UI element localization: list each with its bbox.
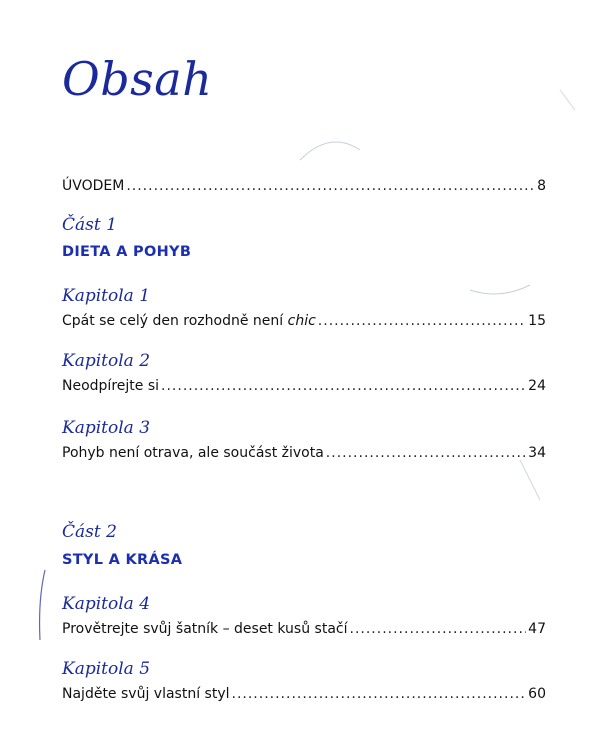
chapter-kicker: Kapitola 3 (62, 418, 151, 438)
dot-leader (161, 378, 526, 394)
dot-leader (318, 313, 526, 329)
chapter-kicker: Kapitola 4 (62, 594, 151, 614)
dot-leader (232, 686, 527, 702)
dot-leader (326, 445, 526, 461)
toc-entry-page: 47 (528, 621, 546, 637)
toc-entry-label: Najděte svůj vlastní styl (62, 686, 230, 702)
chapter-kicker: Kapitola 2 (62, 351, 151, 371)
dot-leader (126, 178, 535, 194)
toc-entry-chapter-4[interactable] (62, 621, 546, 637)
toc-entry-label: Pohyb není otrava, ale součást života (62, 445, 324, 461)
toc-entry-page: 15 (528, 313, 546, 329)
dot-leader (350, 621, 527, 637)
part-kicker: Část 2 (62, 522, 117, 542)
toc-entry-label: ÚVODEM (62, 178, 125, 194)
toc-entry-chapter-3[interactable] (62, 445, 546, 461)
part-title: DIETA A POHYB (62, 244, 192, 260)
toc-entry-label: Provětrejte svůj šatník – deset kusů stačí (62, 621, 348, 637)
toc-entry-intro[interactable] (62, 178, 546, 194)
toc-entry-chapter-1[interactable] (62, 313, 546, 329)
toc-entry-page: 24 (528, 378, 546, 394)
chapter-kicker: Kapitola 1 (62, 286, 151, 306)
toc-entry-chapter-2[interactable] (62, 378, 546, 394)
toc-entry-chapter-5[interactable] (62, 686, 546, 702)
toc-entry-page: 8 (537, 178, 546, 194)
chapter-kicker: Kapitola 5 (62, 659, 151, 679)
page-title: Obsah (62, 52, 213, 106)
toc-entry-label: Cpát se celý den rozhodně není chic (62, 313, 316, 329)
toc-entry-label: Neodpírejte si (62, 378, 160, 394)
toc-entry-page: 60 (528, 686, 546, 702)
toc-entry-page: 34 (528, 445, 546, 461)
part-kicker: Část 1 (62, 215, 117, 235)
part-title: STYL A KRÁSA (62, 552, 183, 568)
